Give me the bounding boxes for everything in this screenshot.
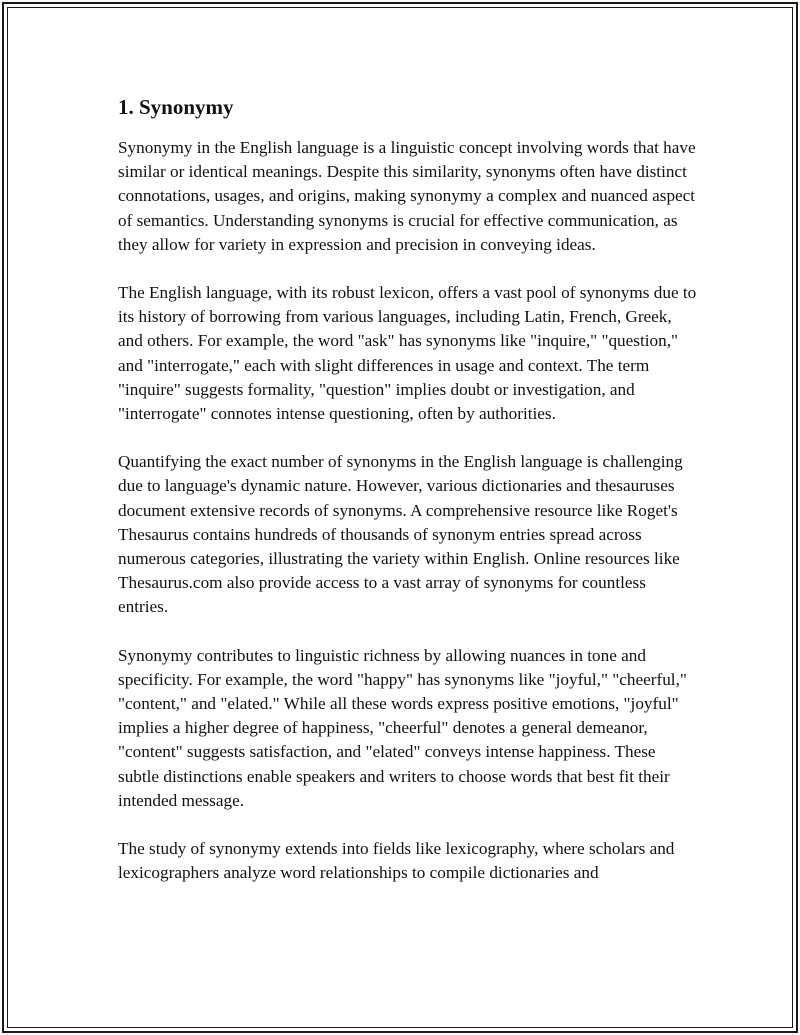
document-body xyxy=(118,92,698,909)
paragraph-intro: Synonymy in the English language is a linguistic concept involving words that have similar or identical meanings. Despite this similarity, synonyms often have distinct connotations, usages, and origins, making synonymy a complex and nuanced aspect of semantics. Understanding synonyms is crucial for effective communication, as they allow for variety in expression and precision in conveying ideas. xyxy=(118,138,696,254)
paragraph-richness: Synonymy contributes to linguistic richness by allowing nuances in tone and specificity. For example, the word "happy" has synonyms like "joyful," "cheerful," "content," and "elated." While all these words express positive emotions, "joyful" implies a higher degree of happiness, "cheerful" denotes a general demeanor, "content" suggests satisfaction, and "elated" conveys intense happiness. These subtle distinctions enable speakers and writers to choose words that best fit their intended message. xyxy=(118,645,687,810)
paragraph-lexicon: The English language, with its robust lexicon, offers a vast pool of synonyms due to its history of borrowing from various languages, including Latin, French, Greek, and others. For example, the word "ask" has synonyms like "inquire," "question," and "interrogate," each with slight differences in usage and context. The term "inquire" suggests formality, "question" implies doubt or investigation, and "interrogate" connotes intense questioning, often by authorities. xyxy=(118,283,697,424)
paragraph-quantifying: Quantifying the exact number of synonyms in the English language is challenging due to language's dynamic nature. However, various dictionaries and thesauruses document extensive records of synonyms. A comprehensive resource like Roget's Thesaurus contains hundreds of thousands of synonym entries spread across numerous categories, illustrating the variety within English. Online resources like Thesaurus.com also provide access to a vast array of synonyms for countless entries. xyxy=(118,452,683,617)
paragraph-lexicography: The study of synonymy extends into fields like lexicography, where scholars and lexicographers analyze word relationships to compile dictionaries and xyxy=(118,839,675,883)
section-heading: 1. Synonymy xyxy=(118,95,234,119)
